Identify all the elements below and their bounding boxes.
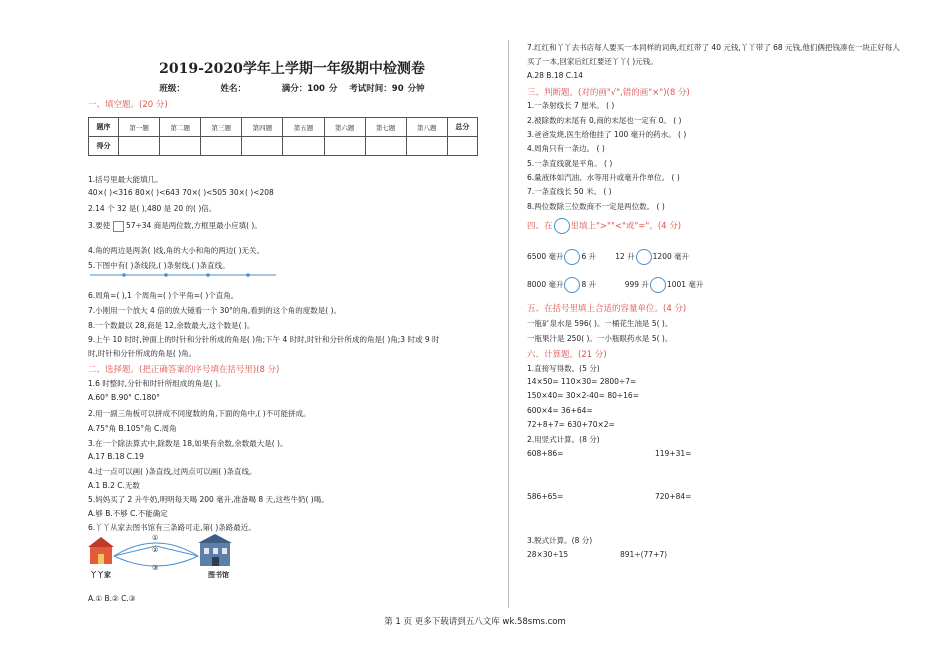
compare-item: 12 升 bbox=[615, 252, 635, 261]
table-cell bbox=[365, 137, 406, 156]
score-table-header bbox=[89, 118, 478, 137]
table-cell: 题序 bbox=[89, 118, 119, 137]
compare-item: 6 升 bbox=[581, 252, 597, 261]
compare-circle bbox=[636, 249, 652, 265]
compare-item: 1200 毫升 bbox=[652, 252, 690, 261]
choice-4-options: A.1 B.2 C.无数 bbox=[88, 481, 140, 490]
table-cell: 第五题 bbox=[283, 118, 324, 137]
compare-row-2 bbox=[527, 277, 703, 293]
table-cell: 第一题 bbox=[119, 118, 160, 137]
calc-3-item: 28×30÷15 bbox=[527, 550, 569, 559]
calc-1: 1.直接写得数。(5 分) bbox=[527, 364, 600, 373]
question-5: 5.下图中有( )条线段,( )条射线,( )条直线。 bbox=[88, 261, 230, 270]
calc-1-row: 72+8+7= 630+70×2= bbox=[527, 420, 615, 429]
calc-2-item: 720+84= bbox=[655, 492, 692, 501]
compare-item: 1001 毫升 bbox=[666, 280, 704, 289]
question-6: 6.周角=( ),1 个周角=( )个平角=( )个直角。 bbox=[88, 291, 239, 300]
question-9: 9.上午 10 时时,钟面上的时针和分针所成的角是( )角;下午 4 时时,时针和分针所成的角是( )角;3 时或 9 时 bbox=[88, 335, 440, 344]
time-label: 考试时间：90 分钟 bbox=[349, 84, 425, 94]
question-7: 7.小刚用一个放大 4 倍的放大镜看一个 30°的角,看到的这个角的度数是( )。 bbox=[88, 306, 341, 315]
home-label: 丫丫家 bbox=[90, 571, 111, 579]
choice-5-options: A.够 B.不够 C.不能确定 bbox=[88, 509, 168, 518]
calc-3: 3.脱式计算。(8 分) bbox=[527, 536, 593, 545]
compare-row-1 bbox=[527, 249, 689, 265]
house-icon bbox=[88, 537, 114, 564]
library-label: 图书馆 bbox=[208, 571, 229, 579]
section-compare-prefix: 四、在 bbox=[527, 221, 553, 232]
table-cell: 第七题 bbox=[365, 118, 406, 137]
judge-6: 6.量液体如汽油、水等用升或毫升作单位。 ( ) bbox=[527, 173, 680, 182]
score-table-row bbox=[89, 137, 478, 156]
compare-item: 6500 毫升 bbox=[527, 252, 564, 261]
compare-circle bbox=[650, 277, 666, 293]
table-cell bbox=[406, 137, 447, 156]
question-2: 2.14 个 32 是( ),480 是 20 的( )倍。 bbox=[88, 204, 217, 213]
judge-7: 7.一条直线长 50 米。 ( ) bbox=[527, 187, 612, 196]
section-compare-suffix: 里填上">""<"或"="。(4 分) bbox=[570, 221, 682, 232]
question-3-suffix: 57÷34 商是两位数,方框里最小应填( )。 bbox=[125, 221, 262, 230]
calc-3-item: 891÷(77+7) bbox=[620, 550, 668, 559]
column-divider bbox=[508, 40, 509, 608]
table-cell: 第八题 bbox=[406, 118, 447, 137]
choice-3-options: A.17 B.18 C.19 bbox=[88, 452, 144, 461]
choice-1: 1.6 时整时,分针和时针所组成的角是( )。 bbox=[88, 379, 226, 388]
table-cell: 第六题 bbox=[324, 118, 365, 137]
section-calc: 六、计算题。(21 分) bbox=[527, 350, 607, 360]
route-3-label: ③ bbox=[152, 564, 159, 572]
judge-5: 5.一条直线就是平角。 ( ) bbox=[527, 159, 613, 168]
choice-2: 2.用一副三角板可以拼成不同度数的角,下面的角中,( )不可能拼成。 bbox=[88, 409, 311, 418]
section-choice: 二、选择题。(把正确答案的序号填在括号里)(8 分) bbox=[88, 365, 280, 375]
choice-1-options: A.60° B.90° C.180° bbox=[88, 393, 160, 402]
compare-circle bbox=[564, 249, 580, 265]
table-cell: 第二题 bbox=[160, 118, 201, 137]
choice-2-options: A.75°角 B.105°角 C.周角 bbox=[88, 424, 177, 433]
route-1-label: ① bbox=[152, 534, 159, 542]
choice-7-cont: 买了一本,回家后红红要还丫丫( )元钱。 bbox=[527, 57, 658, 66]
question-8: 8.一个数最以 28,商是 12,余数最大,这个数是( )。 bbox=[88, 321, 255, 330]
choice-6-options: A.① B.② C.③ bbox=[88, 594, 136, 603]
compare-item: 999 升 bbox=[624, 280, 649, 289]
route-2-label: ② bbox=[152, 546, 159, 554]
question-1-items: 40×( )<316 80×( )<643 70×( )<505 30×( )<208 bbox=[88, 188, 274, 197]
table-cell: 总分 bbox=[447, 118, 477, 137]
table-cell: 第三题 bbox=[201, 118, 242, 137]
choice-7-options: A.28 B.18 C.14 bbox=[527, 71, 583, 80]
table-cell: 得分 bbox=[89, 137, 119, 156]
judge-8: 8.两位数除三位数商不一定是两位数。 ( ) bbox=[527, 202, 665, 211]
line-figure bbox=[88, 271, 278, 279]
section-units: 五、在括号里填上合适的容量单位。(4 分) bbox=[527, 304, 687, 314]
page-title: 2019-2020学年上学期一年级期中检测卷 bbox=[159, 61, 425, 77]
question-3 bbox=[88, 220, 262, 232]
question-4: 4.角的两边是两条( )线,角的大小和角的两边( )无关。 bbox=[88, 246, 265, 255]
units-1: 一瓶矿泉水是 596( )。一桶花生油是 5( )。 bbox=[527, 319, 673, 328]
exam-meta bbox=[88, 82, 496, 94]
judge-2: 2.被除数的末尾有 0,商的末尾也一定有 0。 ( ) bbox=[527, 116, 682, 125]
section-compare bbox=[527, 218, 681, 234]
table-cell bbox=[242, 137, 283, 156]
calc-2-item: 586+65= bbox=[527, 492, 564, 501]
judge-4: 4.周角只有一条边。 ( ) bbox=[527, 144, 605, 153]
page-footer: 第 1 页 更多下载请到五八文库 wk.58sms.com bbox=[384, 617, 566, 627]
choice-3: 3.在一个除法算式中,除数是 18,如果有余数,余数最大是( )。 bbox=[88, 439, 288, 448]
choice-4: 4.过一点可以画( )条直线,过两点可以画( )条直线。 bbox=[88, 467, 257, 476]
choice-7: 7.红红和丫丫去书店每人要买一本同样的词典,红红带了 40 元钱,丫丫带了 68 元钱,他们俩把钱凑在一块正好每人 bbox=[527, 43, 900, 52]
units-2: 一瓶果汁是 250( )。一小瓶眼药水是 5( )。 bbox=[527, 334, 673, 343]
section-fill-blank: 一、填空题。(20 分) bbox=[88, 100, 168, 110]
calc-2: 2.用竖式计算。(8 分) bbox=[527, 435, 600, 444]
calc-2-item: 119+31= bbox=[655, 449, 692, 458]
compare-item: 8 升 bbox=[581, 280, 597, 289]
table-cell: 第四题 bbox=[242, 118, 283, 137]
compare-circle bbox=[554, 218, 570, 234]
score-table bbox=[88, 117, 478, 156]
choice-6: 6.丫丫从家去图书馆有三条路可走,第( )条路最近。 bbox=[88, 523, 256, 532]
choice-5: 5.妈妈买了 2 升牛奶,明明每天喝 200 毫升,准备喝 8 天,这些牛奶( )喝。 bbox=[88, 495, 329, 504]
name-label: 姓名： bbox=[220, 84, 247, 94]
calc-1-row: 600×4= 36+64= bbox=[527, 406, 593, 415]
calc-2-item: 608+86= bbox=[527, 449, 564, 458]
table-cell bbox=[201, 137, 242, 156]
table-cell bbox=[283, 137, 324, 156]
class-label: 班级： bbox=[159, 84, 185, 94]
calc-1-row: 150×40= 30×2-40= 80÷16= bbox=[527, 391, 639, 400]
score-label: 满分：100 分 bbox=[281, 84, 338, 94]
compare-circle bbox=[564, 277, 580, 293]
question-1: 1.括号里最大能填几。 bbox=[88, 175, 163, 184]
table-cell bbox=[160, 137, 201, 156]
calc-1-row: 14×50= 110×30= 2800÷7= bbox=[527, 377, 637, 386]
answer-box bbox=[113, 221, 124, 232]
question-3-prefix: 3.要使 bbox=[88, 221, 111, 230]
section-judge: 三、判断题。(对的画"√",错的画"×")(8 分) bbox=[527, 88, 690, 98]
judge-3: 3.爸爸发烧,医生给他挂了 100 毫升的药水。 ( ) bbox=[527, 130, 687, 139]
question-9-cont: 时,时针和分针所成的角是( )角。 bbox=[88, 349, 197, 358]
compare-item: 8000 毫升 bbox=[527, 280, 564, 289]
table-cell bbox=[447, 137, 477, 156]
library-icon bbox=[198, 534, 232, 566]
table-cell bbox=[324, 137, 365, 156]
table-cell bbox=[119, 137, 160, 156]
judge-1: 1.一条射线长 7 厘米。 ( ) bbox=[527, 101, 615, 110]
